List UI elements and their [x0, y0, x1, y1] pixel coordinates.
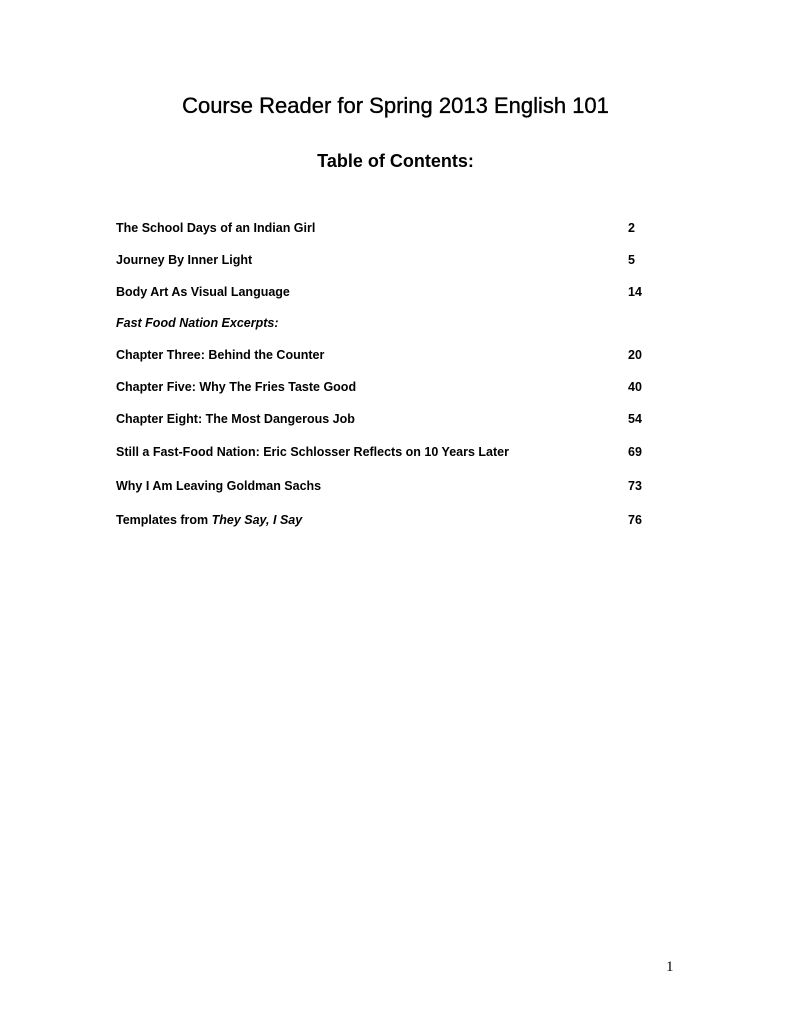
- page-number: 1: [666, 959, 674, 975]
- toc-entry-title-book: They Say, I Say: [211, 513, 303, 527]
- toc-entry-page: 69: [628, 445, 642, 459]
- toc-section-title: Fast Food Nation Excerpts:: [116, 316, 279, 330]
- toc-entry-title: The School Days of an Indian Girl: [116, 221, 316, 235]
- toc-entry-page: 54: [628, 412, 642, 426]
- toc-entry-page: 73: [628, 479, 642, 493]
- toc-entry: [116, 219, 646, 237]
- toc-entry: [116, 410, 646, 428]
- table-of-contents: [116, 0, 646, 1024]
- document-title: Course Reader for Spring 2013 English 101: [182, 93, 609, 118]
- toc-entry-title-prefix: Templates from: [116, 513, 212, 527]
- toc-entry: [116, 511, 646, 529]
- toc-entry: [116, 443, 646, 461]
- toc-entry: [116, 283, 646, 301]
- toc-entry: [116, 477, 646, 495]
- toc-entry-title: Chapter Three: Behind the Counter: [116, 348, 325, 362]
- toc-entry: [116, 378, 646, 396]
- toc-entry-title: Still a Fast-Food Nation: Eric Schlosser Reflects on 10 Years Later: [116, 445, 509, 459]
- toc-entry-page: 20: [628, 348, 642, 362]
- toc-entry-title: Why I Am Leaving Goldman Sachs: [116, 479, 322, 493]
- toc-entry-page: 76: [628, 513, 642, 527]
- toc-entry-title: Chapter Five: Why The Fries Taste Good: [116, 380, 357, 394]
- toc-heading: Table of Contents:: [317, 151, 474, 171]
- toc-entry: [116, 346, 646, 364]
- toc-entry-page: 2: [628, 221, 635, 235]
- toc-entry-title: Body Art As Visual Language: [116, 285, 290, 299]
- toc-entry-page: 14: [628, 285, 642, 299]
- toc-entry-title: Journey By Inner Light: [116, 253, 253, 267]
- toc-entry-title: [116, 511, 302, 529]
- toc-entry-page: 40: [628, 380, 642, 394]
- toc-entry-title: Chapter Eight: The Most Dangerous Job: [116, 412, 355, 426]
- toc-section-heading: [116, 314, 646, 332]
- toc-entry-page: 5: [628, 253, 635, 267]
- toc-entry: [116, 251, 646, 269]
